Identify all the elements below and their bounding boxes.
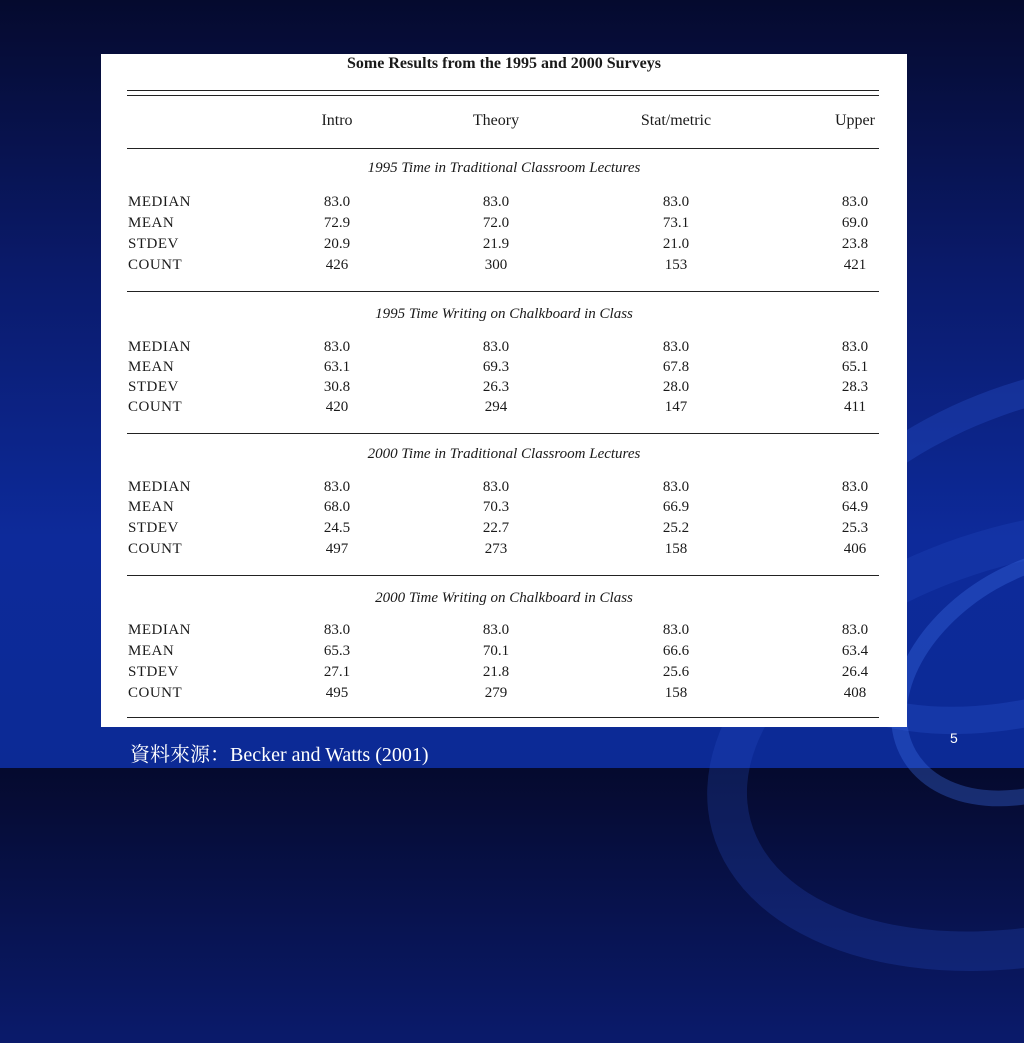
cell-upper: 406 <box>843 541 867 557</box>
table-row <box>101 359 907 379</box>
top-rule-thin <box>127 95 879 96</box>
row-label: MEAN <box>128 215 175 231</box>
cell-theory: 22.7 <box>482 520 510 536</box>
cell-theory: 21.8 <box>482 664 510 680</box>
cell-stat-metric: 66.9 <box>662 499 690 515</box>
cell-intro: 83.0 <box>323 479 351 495</box>
table-row <box>101 520 907 540</box>
row-label: STDEV <box>128 236 179 252</box>
cell-stat-metric: 83.0 <box>662 622 690 638</box>
section-title: 2000 Time in Traditional Classroom Lectures <box>367 446 641 462</box>
cell-stat-metric: 158 <box>664 685 688 701</box>
row-label: COUNT <box>128 399 183 415</box>
table-row <box>101 664 907 684</box>
row-label: MEAN <box>128 499 175 515</box>
cell-upper: 83.0 <box>841 339 869 355</box>
cell-intro: 65.3 <box>323 643 351 659</box>
cell-theory: 69.3 <box>482 359 510 375</box>
cell-upper: 69.0 <box>841 215 869 231</box>
table-row <box>101 215 907 235</box>
cell-stat-metric: 73.1 <box>662 215 690 231</box>
cell-stat-metric: 28.0 <box>662 379 690 395</box>
cell-intro: 27.1 <box>323 664 351 680</box>
cell-stat-metric: 147 <box>664 399 688 415</box>
top-rule <box>127 90 879 91</box>
header-rule <box>127 148 879 149</box>
table-row <box>101 643 907 663</box>
cell-theory: 83.0 <box>482 479 510 495</box>
cell-intro: 495 <box>325 685 349 701</box>
section-rule <box>127 291 879 292</box>
table-row <box>101 479 907 499</box>
row-label: MEDIAN <box>128 622 191 638</box>
row-label: MEAN <box>128 359 175 375</box>
cell-theory: 273 <box>484 541 508 557</box>
cell-stat-metric: 158 <box>664 541 688 557</box>
cell-intro: 24.5 <box>323 520 351 536</box>
row-label: MEAN <box>128 643 175 659</box>
scanned-table-image <box>101 54 907 727</box>
cell-upper: 25.3 <box>841 520 869 536</box>
cell-stat-metric: 83.0 <box>662 339 690 355</box>
cell-upper: 408 <box>843 685 867 701</box>
table-row <box>101 399 907 419</box>
section-title: 1995 Time Writing on Chalkboard in Class <box>375 306 633 322</box>
cell-intro: 68.0 <box>323 499 351 515</box>
cell-stat-metric: 25.6 <box>662 664 690 680</box>
cell-upper: 411 <box>844 399 866 415</box>
column-header-intro: Intro <box>321 112 353 129</box>
section-title: 1995 Time in Traditional Classroom Lectures <box>367 160 641 176</box>
table-row <box>101 541 907 561</box>
cell-stat-metric: 83.0 <box>662 479 690 495</box>
table-row <box>101 685 907 705</box>
cell-theory: 83.0 <box>482 622 510 638</box>
row-label: STDEV <box>128 664 179 680</box>
cell-stat-metric: 21.0 <box>662 236 690 252</box>
cell-theory: 21.9 <box>482 236 510 252</box>
cell-upper: 23.8 <box>841 236 869 252</box>
cell-intro: 20.9 <box>323 236 351 252</box>
cell-intro: 83.0 <box>323 339 351 355</box>
cell-theory: 294 <box>484 399 508 415</box>
row-label: MEDIAN <box>128 194 191 210</box>
section-rule <box>127 433 879 434</box>
cell-theory: 26.3 <box>482 379 510 395</box>
bottom-rule <box>127 717 879 718</box>
cell-stat-metric: 66.6 <box>662 643 690 659</box>
column-header-stat-metric: Stat/metric <box>640 112 712 129</box>
table-row <box>101 257 907 277</box>
cell-upper: 26.4 <box>841 664 869 680</box>
cell-upper: 64.9 <box>841 499 869 515</box>
cell-theory: 300 <box>484 257 508 273</box>
cell-upper: 65.1 <box>841 359 869 375</box>
row-label: STDEV <box>128 520 179 536</box>
cell-stat-metric: 153 <box>664 257 688 273</box>
section-rule <box>127 575 879 576</box>
table-row <box>101 379 907 399</box>
cell-upper: 28.3 <box>841 379 869 395</box>
source-citation: 資料來源：Becker and Watts (2001) <box>130 744 429 766</box>
row-label: COUNT <box>128 257 183 273</box>
cell-upper: 83.0 <box>841 622 869 638</box>
cell-upper: 83.0 <box>841 194 869 210</box>
row-label: COUNT <box>128 685 183 701</box>
cell-upper: 421 <box>843 257 867 273</box>
cell-theory: 279 <box>484 685 508 701</box>
cell-theory: 83.0 <box>482 194 510 210</box>
cell-upper: 63.4 <box>841 643 869 659</box>
cell-theory: 83.0 <box>482 339 510 355</box>
table-title: Some Results from the 1995 and 2000 Surveys <box>347 55 661 72</box>
table-row <box>101 236 907 256</box>
cell-intro: 83.0 <box>323 622 351 638</box>
column-header-theory: Theory <box>472 112 520 129</box>
cell-theory: 72.0 <box>482 215 510 231</box>
cell-upper: 83.0 <box>841 479 869 495</box>
cell-theory: 70.3 <box>482 499 510 515</box>
table-row <box>101 194 907 214</box>
cell-intro: 63.1 <box>323 359 351 375</box>
table-row <box>101 499 907 519</box>
row-label: COUNT <box>128 541 183 557</box>
table-row <box>101 622 907 642</box>
cell-intro: 72.9 <box>323 215 351 231</box>
cell-stat-metric: 25.2 <box>662 520 690 536</box>
row-label: MEDIAN <box>128 339 191 355</box>
cell-intro: 420 <box>325 399 349 415</box>
table-row <box>101 339 907 359</box>
row-label: STDEV <box>128 379 179 395</box>
section-title: 2000 Time Writing on Chalkboard in Class <box>375 590 633 606</box>
cell-stat-metric: 67.8 <box>662 359 690 375</box>
cell-stat-metric: 83.0 <box>662 194 690 210</box>
cell-intro: 30.8 <box>323 379 351 395</box>
cell-intro: 426 <box>325 257 349 273</box>
cell-intro: 497 <box>325 541 349 557</box>
cell-intro: 83.0 <box>323 194 351 210</box>
row-label: MEDIAN <box>128 479 191 495</box>
column-header-upper: Upper <box>835 112 875 129</box>
cell-theory: 70.1 <box>482 643 510 659</box>
slide-number: 5 <box>950 730 958 746</box>
